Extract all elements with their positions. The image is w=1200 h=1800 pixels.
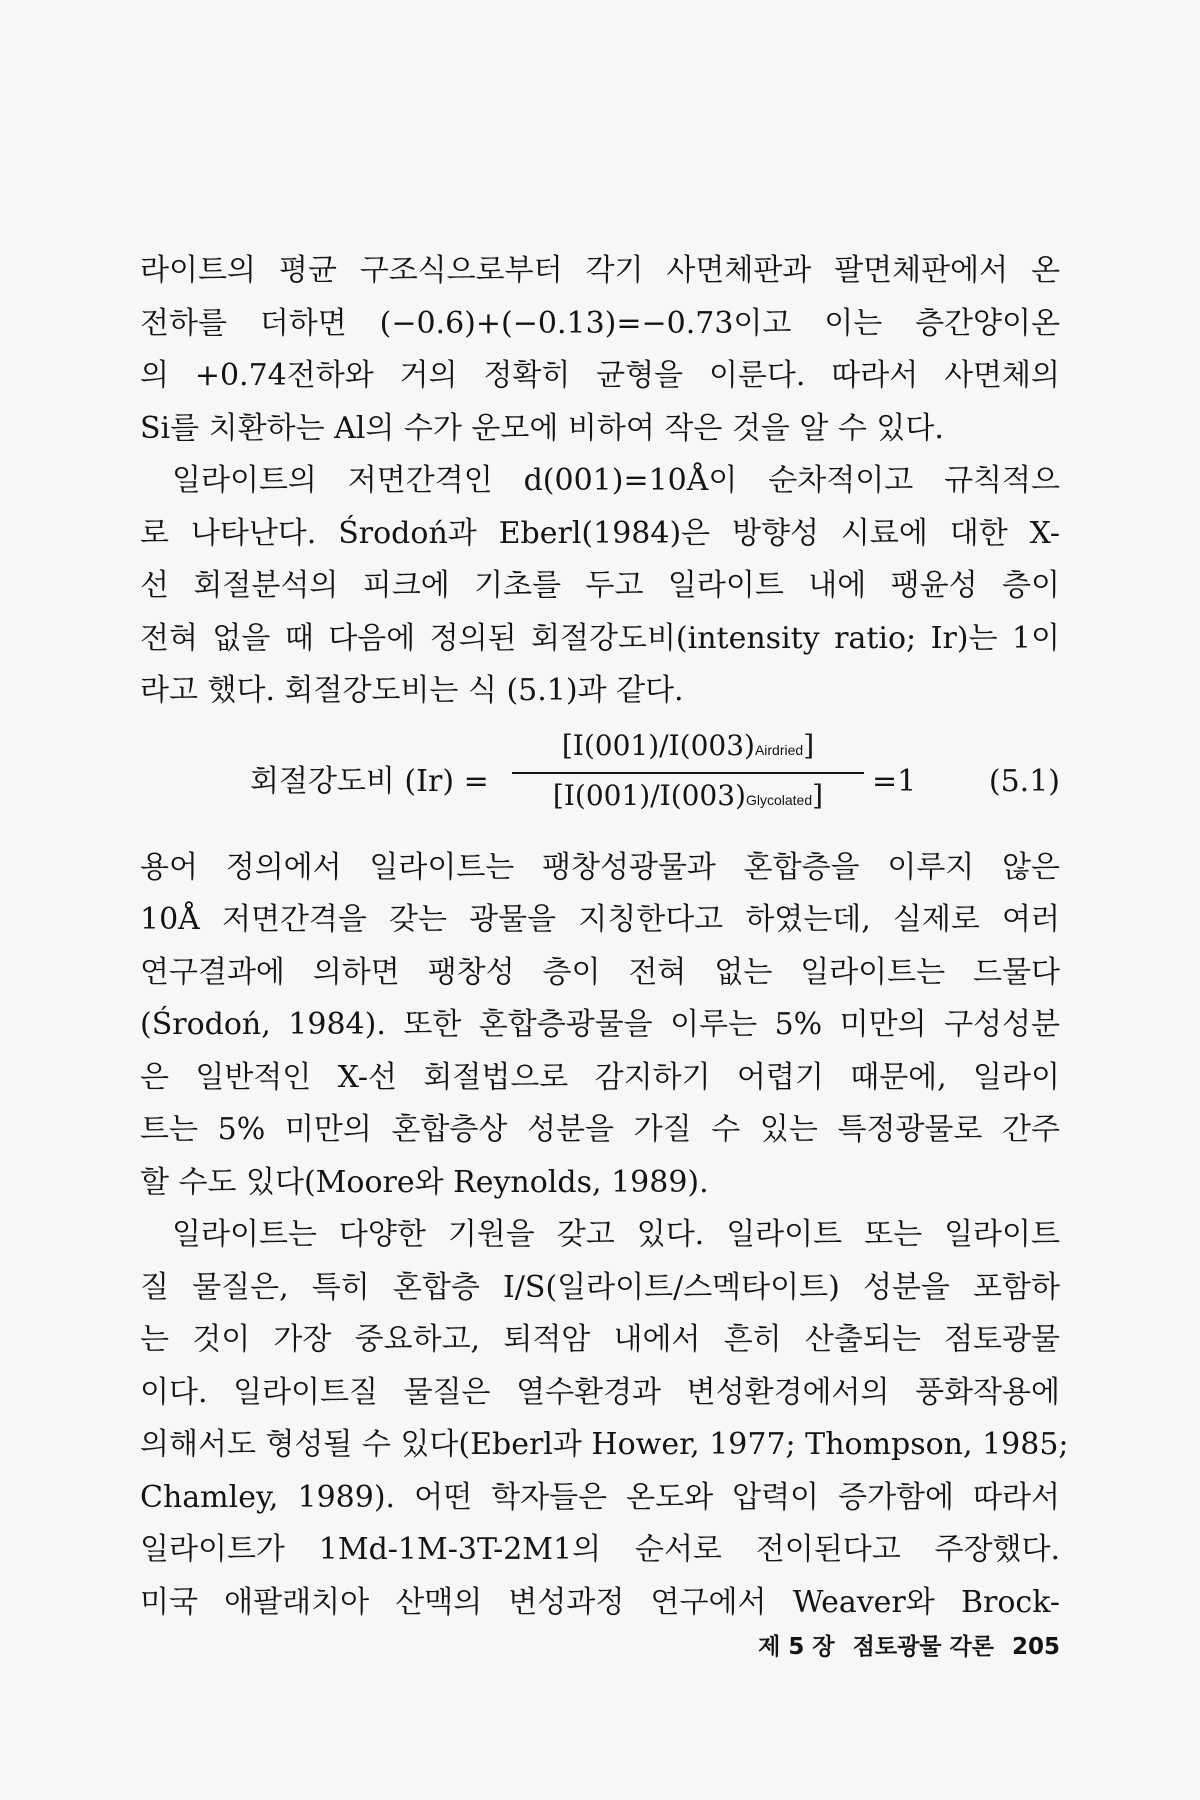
equation-fraction <box>512 726 864 820</box>
equation-5-1 <box>140 726 1060 836</box>
text-line: 는 것이 가장 중요하고, 퇴적암 내에서 흔히 산출되는 점토광물 <box>140 1322 1060 1357</box>
text-line: 라고 했다. 회절강도비는 식 (5.1)과 같다. <box>140 673 684 708</box>
text-line: 일라이트의 저면간격인 d(001)=10Å이 순차적이고 규칙적으 <box>172 463 1060 498</box>
denominator-close: ] <box>812 778 824 812</box>
paragraph-2 <box>140 455 1060 718</box>
text-line: (Środoń, 1984). 또한 혼합층광물을 이루는 5% 미만의 구성성분 <box>140 1007 1060 1042</box>
text-line: 할 수도 있다(Moore와 Reynolds, 1989). <box>140 1164 709 1200</box>
text-line: 질 물질은, 특히 혼합층 I/S(일라이트/스멕타이트) 성분을 포함하 <box>140 1269 1060 1305</box>
equation-denominator <box>512 776 864 820</box>
text-line: 의 +0.74전하와 거의 정확히 균형을 이룬다. 따라서 사면체의 <box>140 358 1060 393</box>
text-line: 트는 5% 미만의 혼합층상 성분을 가질 수 있는 특정광물로 간주 <box>140 1112 1060 1147</box>
text-line: 전하를 더하면 (−0.6)+(−0.13)=−0.73이고 이는 층간양이온 <box>140 305 1060 341</box>
fraction-bar <box>512 772 864 774</box>
numerator-close: ] <box>803 728 815 762</box>
text-line: 일라이트가 1Md-1M-3T-2M1의 순서로 전이된다고 주장했다. <box>140 1532 1060 1567</box>
equation-numerator <box>512 726 864 770</box>
page-footer <box>0 1628 1060 1661</box>
text-line: 로 나타난다. Środoń과 Eberl(1984)은 방향성 시료에 대한 X- <box>140 515 1060 551</box>
text-line: 일라이트는 다양한 기원을 갖고 있다. 일라이트 또는 일라이트 <box>172 1217 1060 1252</box>
paragraph-1 <box>140 245 1060 455</box>
paragraph-3 <box>140 842 1060 1210</box>
text-line: 라이트의 평균 구조식으로부터 각기 사면체판과 팔면체판에서 온 <box>140 253 1060 288</box>
text-line: 전혀 없을 때 다음에 정의된 회절강도비(intensity ratio; Ir)는 1이 <box>140 620 1060 656</box>
equation-lhs: 회절강도비 (Ir) = <box>250 763 489 799</box>
chapter-label: 제 5 장 <box>758 1634 835 1660</box>
text-line: 연구결과에 의하면 팽창성 층이 전혀 없는 일라이트는 드물다 <box>140 954 1060 990</box>
numerator-main: [I(001)/I(003) <box>561 728 755 762</box>
equation-number: (5.1) <box>988 763 1060 799</box>
text-line: Chamley, 1989). 어떤 학자들은 온도와 압력이 증가함에 따라서 <box>140 1479 1060 1515</box>
denominator-main: [I(001)/I(003) <box>552 778 746 812</box>
section-title: 점토광물 각론 <box>852 1634 994 1660</box>
body-text <box>140 245 1069 1629</box>
text-line: 용어 정의에서 일라이트는 팽창성광물과 혼합층을 이루지 않은 <box>140 849 1060 885</box>
text-line: 의해서도 형성될 수 있다(Eberl과 Hower, 1977; Thompson, 1985; <box>140 1427 1069 1462</box>
denominator-subscript: Glycolated <box>745 791 813 808</box>
text-line: 이다. 일라이트질 물질은 열수환경과 변성환경에서의 풍화작용에 <box>140 1374 1060 1410</box>
numerator-subscript: Airdried <box>754 741 804 758</box>
equation-rhs: =1 <box>872 763 917 799</box>
text-line: Si를 치환하는 Al의 수가 운모에 비하여 작은 것을 알 수 있다. <box>140 410 944 446</box>
text-line: 은 일반적인 X-선 회절법으로 감지하기 어렵기 때문에, 일라이 <box>140 1059 1060 1095</box>
text-line: 10Å 저면간격을 갖는 광물을 지칭한다고 하였는데, 실제로 여러 <box>140 902 1060 937</box>
page-number: 205 <box>1011 1634 1060 1660</box>
text-line: 선 회절분석의 피크에 기초를 두고 일라이트 내에 팽윤성 층이 <box>140 568 1060 603</box>
paragraph-4 <box>140 1209 1069 1629</box>
text-line: 미국 애팔래치아 산맥의 변성과정 연구에서 Weaver와 Brock- <box>140 1584 1060 1620</box>
